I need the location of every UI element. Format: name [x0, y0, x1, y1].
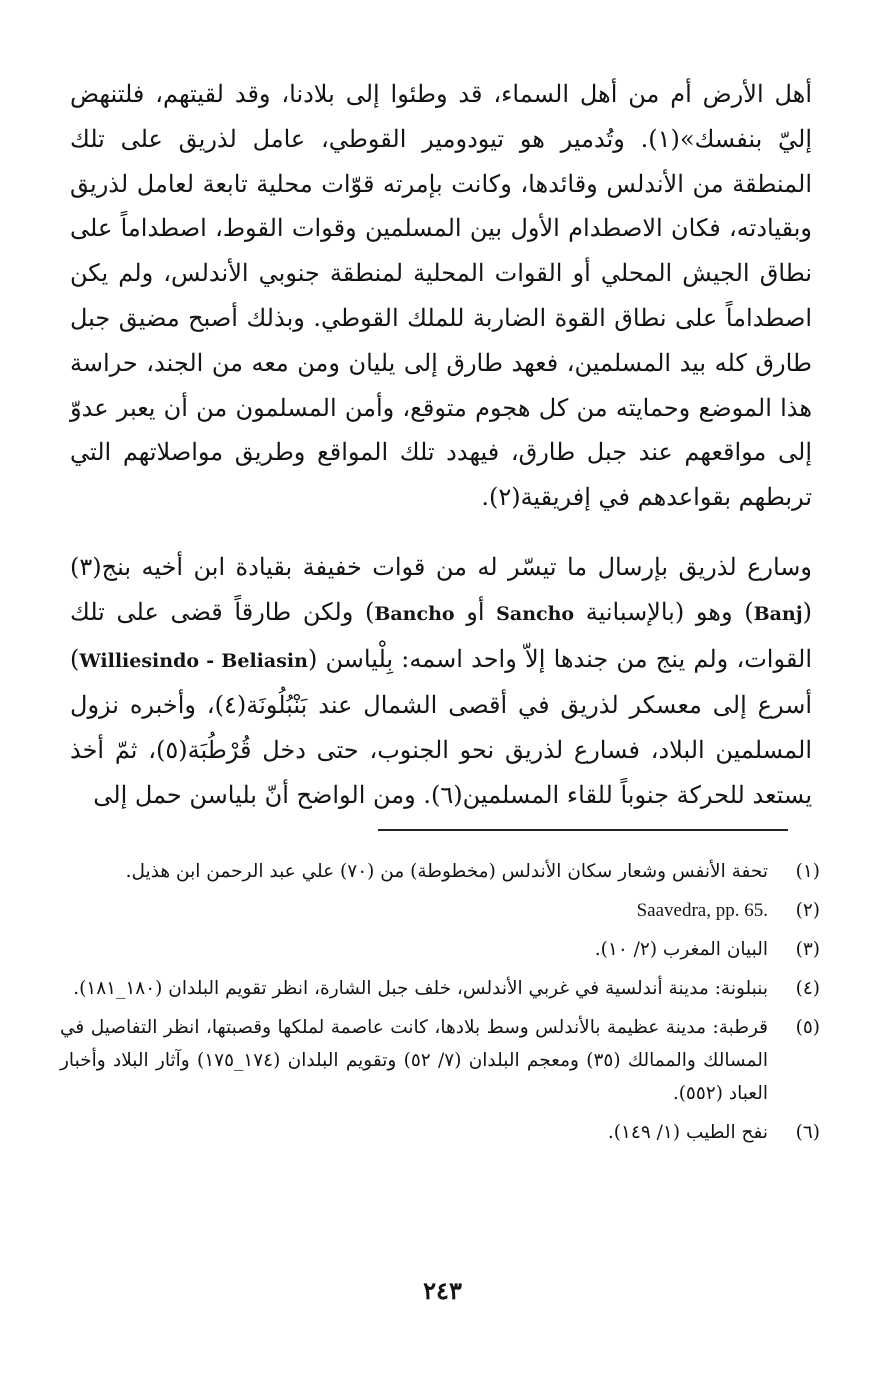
- footnote-number: (٥): [795, 1017, 820, 1038]
- footnote-text: البيان المغرب (٢/ ١٠).: [594, 939, 768, 960]
- footnote-item: [60, 1011, 820, 1110]
- footnote-text: تحفة الأنفس وشعار سكان الأندلس (مخطوطة) من (٧٠) علي عبد الرحمن ابن هذيل.: [125, 861, 768, 882]
- footnote-item: [60, 894, 820, 927]
- body-paragraph-2: [70, 545, 812, 818]
- footnote-item: [60, 1116, 820, 1149]
- footnote-number: (٤): [795, 978, 820, 999]
- footnote-text: نفح الطيب (١/ ١٤٩).: [607, 1122, 768, 1143]
- footnote-number: (١): [795, 861, 820, 882]
- footnotes-list: [60, 855, 820, 1155]
- latin-term-williesindo: Williesindo - Beliasin: [79, 649, 308, 672]
- paragraph-2-text-start: وسارع لذريق بإرسال ما تيسّر له من قوات خفيفة بقيادة ابن أخيه بنج(٣) (: [70, 553, 812, 626]
- page-number: ٢٤٣: [423, 1276, 462, 1305]
- footnote-item: [60, 933, 820, 966]
- latin-term-bancho: Bancho: [374, 602, 455, 625]
- latin-term-banj: Banj: [753, 602, 803, 625]
- footnote-item: [60, 972, 820, 1005]
- paragraph-2-text-a: ) وهو (بالإسبانية: [574, 597, 754, 626]
- footnote-separator: [378, 829, 788, 831]
- footnote-number: (٣): [795, 939, 820, 960]
- paragraph-2-text-b: أو: [454, 597, 497, 626]
- footnote-text: قرطبة: مدينة عظيمة بالأندلس وسط بلادها، كانت عاصمة لملكها وقصبتها، انظر التفاصيل في المسالك والممالك (٣٥) ومعجم البلدان (٧/ ٥٢) وتقويم البلدان (١٧٤_١٧٥) وآثار البلاد وأخبار العباد (٥٥٢).: [60, 1017, 768, 1104]
- paragraph-2-text-end: ) أسرع إلى معسكر لذريق في أقصى الشمال عند بَنْبُلُونَة(٤)، وأخبره نزول المسلمين البلاد، فسارع لذريق نحو الجنوب، حتى دخل قُرْطُبَة(٥)، ثمّ أخذ يستعد للحركة جنوباً للقاء المسلمين(٦). ومن الواضح أنّ بلياسن حمل إلى: [70, 644, 813, 809]
- footnote-text: بنبلونة: مدينة أندلسية في غربي الأندلس، خلف جبل الشارة، انظر تقويم البلدان (١٨٠_١٨١).: [73, 978, 768, 999]
- footnote-item: [60, 855, 820, 888]
- paragraph-2-text-c: ) ولكن طارقاً قضى على تلك القوات، ولم ينج من جندها إلاّ واحد اسمه: بِلْياسن (: [70, 597, 812, 673]
- latin-term-sancho: Sancho: [496, 602, 575, 625]
- body-paragraph-1: أهل الأرض أم من أهل السماء، قد وطئوا إلى بلادنا، وقد لقيتهم، فلتنهض إليّ بنفسك»(١). وتُدمير هو تيودومير القوطي، عامل لذريق على تلك المنطقة من الأندلس وقائدها، وكانت بإمرته قوّات محلية تابعة لعامل لذريق وبقيادته، فكان الاصطدام الأول بين المسلمين وقوات القوط، اصطداماً على نطاق الجيش المحلي أو القوات المحلية لمنطقة جنوبي الأندلس، ولم يكن اصطداماً على نطاق القوة الضاربة للملك القوطي. وبذلك أصبح مضيق جبل طارق كله بيد المسلمين، فعهد طارق إلى يليان ومن معه من الجند، حراسة هذا الموضع وحمايته من كل هجوم متوقع، وأمن المسلمون من أن يعبر عدوّ إلى مواقعهم عند جبل طارق، فيهدد تلك المواقع وطريق مواصلاتهم التي تربطهم بقواعدهم في إفريقية(٢).: [70, 80, 813, 512]
- footnote-text: Saavedra, pp. 65.: [636, 900, 768, 921]
- footnote-number: (٢): [795, 900, 820, 921]
- footnote-number: (٦): [795, 1122, 820, 1143]
